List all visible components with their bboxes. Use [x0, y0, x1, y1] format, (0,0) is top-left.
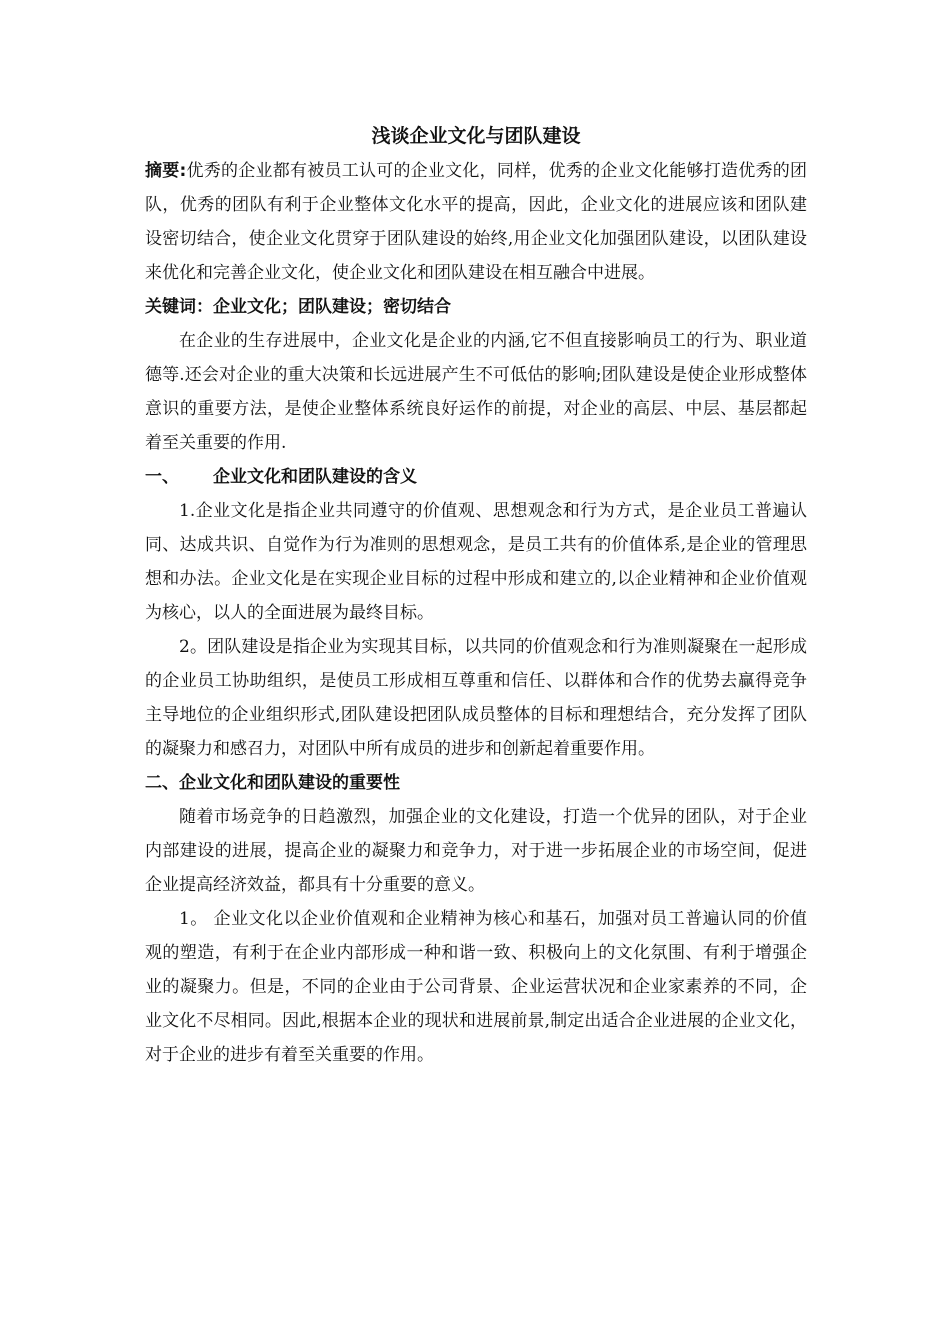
section2-heading: 二、企业文化和团队建设的重要性 — [145, 773, 400, 793]
section1-heading — [145, 460, 807, 494]
keywords-paragraph — [145, 290, 807, 324]
section2-paragraph-1: 随着市场竞争的日趋激烈，加强企业的文化建设，打造一个优异的团队，对于企业内部建设的进展，提高企业的凝聚力和竞争力，对于进一步拓展企业的市场空间，促进企业提高经济效益，都具有十分重要的意义。 — [145, 807, 807, 895]
section1-paragraph-1: 1.企业文化是指企业共同遵守的价值观、思想观念和行为方式，是企业员工普遍认同、达成共识、自觉作为行为准则的思想观念，是员工共有的价值体系,是企业的管理思想和办法。企业文化是在实现企业目标的过程中形成和建立的,以企业精神和企业价值观为核心，以人的全面进展为最终目标。 — [145, 501, 807, 623]
section1-heading-text: 企业文化和团队建设的含义 — [213, 467, 417, 487]
section1-paragraph-2: 2。团队建设是指企业为实现其目标，以共同的价值观念和行为准则凝聚在一起形成的企业员工协助组织，是使员工形成相互尊重和信任、以群体和合作的优势去赢得竞争主导地位的企业组织形式,团队建设把团队成员整体的目标和理想结合，充分发挥了团队的凝聚力和感召力，对团队中所有成员的进步和创新起着重要作用。 — [145, 637, 807, 759]
abstract-text: 优秀的企业都有被员工认可的企业文化，同样，优秀的企业文化能够打造优秀的团队，优秀的团队有利于企业整体文化水平的提高，因此，企业文化的进展应该和团队建设密切结合，使企业文化贯穿于团队建设的始终,用企业文化加强团队建设，以团队建设来优化和完善企业文化，使企业文化和团队建设在相互融合中进展。 — [145, 161, 807, 283]
abstract-label: 摘要: — [145, 161, 187, 181]
section1-number: 一、 — [145, 467, 179, 487]
keywords-text: 企业文化；团队建设；密切结合 — [213, 297, 451, 317]
section2-paragraph-2: 1。 企业文化以企业价值观和企业精神为核心和基石，加强对员工普遍认同的价值观的塑造，有利于在企业内部形成一种和谐一致、积极向上的文化氛围、有利于增强企业的凝聚力。但是，不同的企业由于公司背景、企业运营状况和企业家素养的不同，企业文化不尽相同。因此,根据本企业的现状和进展前景,制定出适合企业进展的企业文化，对于企业的进步有着至关重要的作用。 — [145, 909, 807, 1065]
abstract-paragraph — [145, 154, 807, 290]
document-body — [145, 118, 807, 1072]
keywords-label: 关键词： — [145, 297, 213, 317]
intro-paragraph: 在企业的生存进展中，企业文化是企业的内涵,它不但直接影响员工的行为、职业道德等.还会对企业的重大决策和长远进展产生不可低估的影响;团队建设是使企业形成整体意识的重要方法，是使企业整体系统良好运作的前提，对企业的高层、中层、基层都起着至关重要的作用. — [145, 331, 807, 453]
document-title: 浅谈企业文化与团队建设 — [371, 125, 581, 147]
